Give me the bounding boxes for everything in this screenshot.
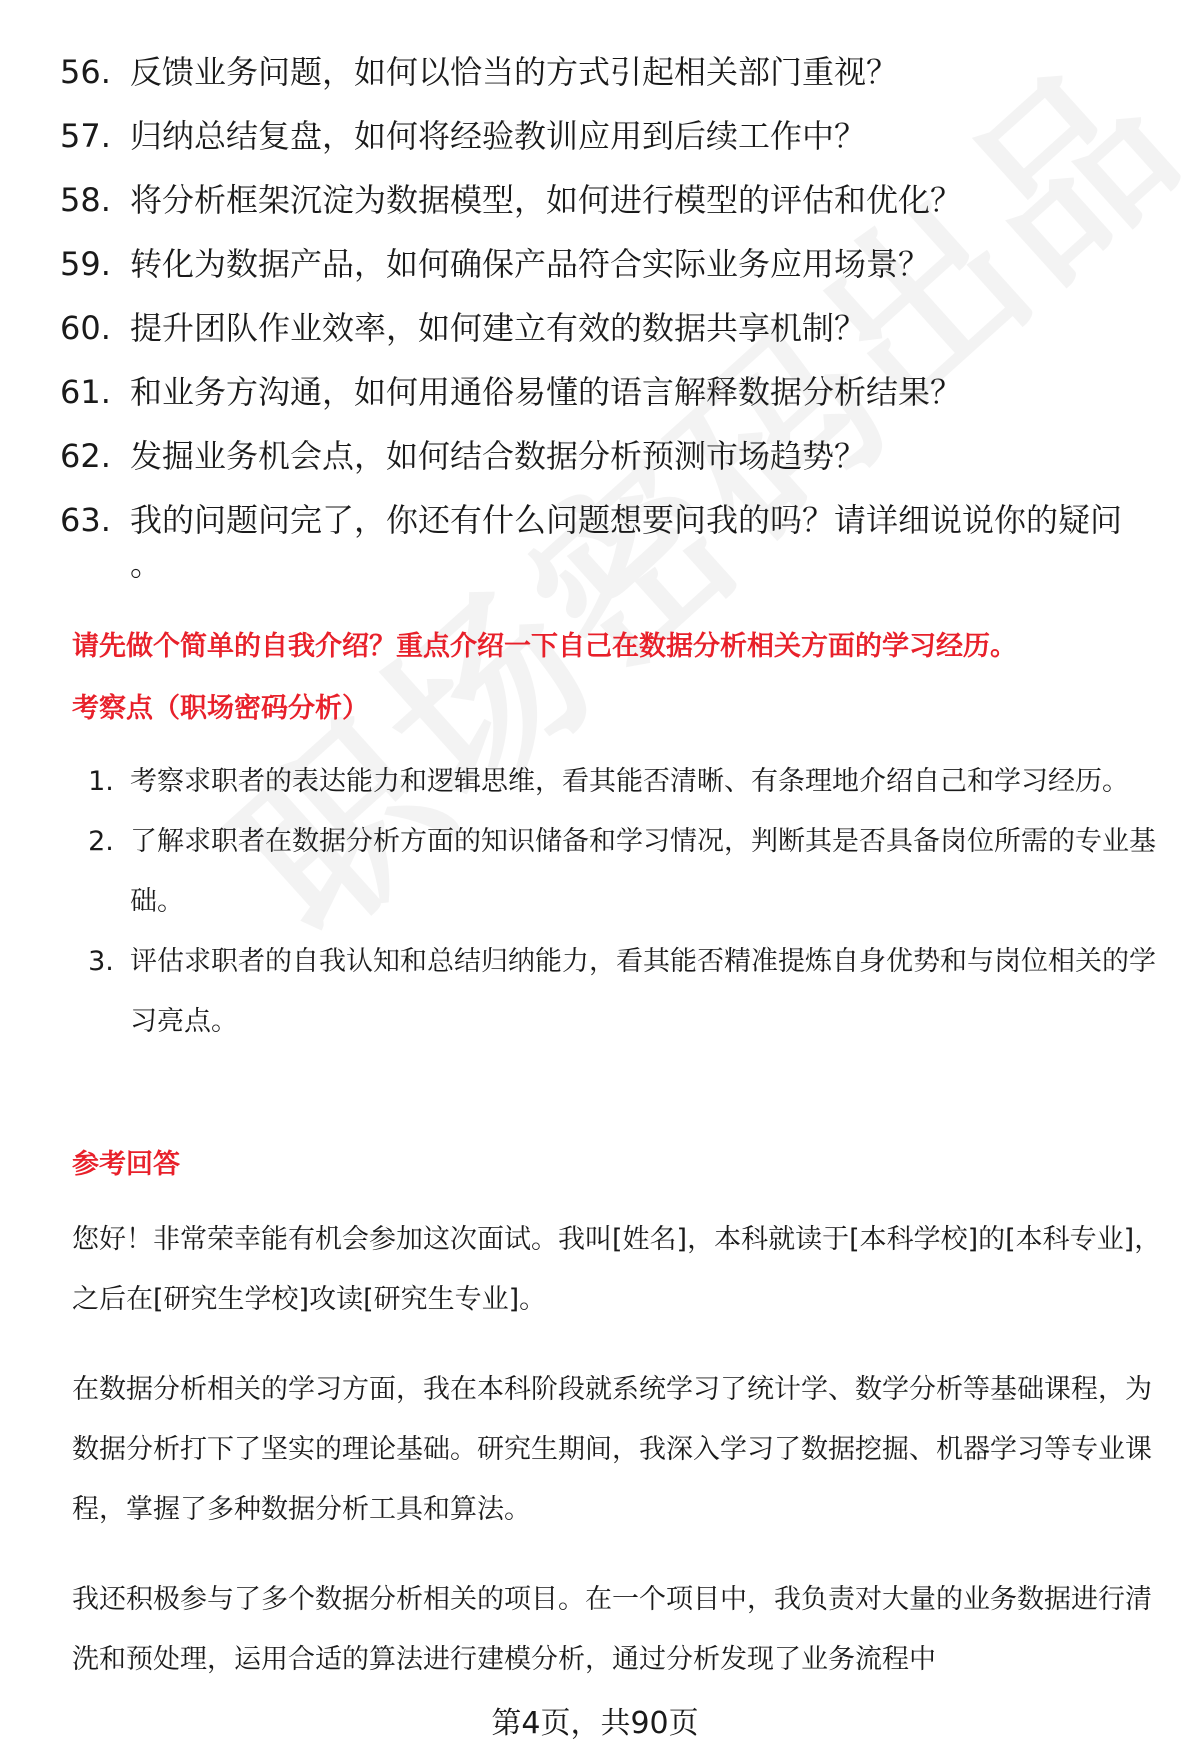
answer-paragraph: 我还积极参与了多个数据分析相关的项目。在一个项目中，我负责对大量的业务数据进行清洗和预处理，运用合适的算法进行建模分析，通过分析发现了业务流程中 — [72, 1584, 1152, 1675]
question-item — [60, 178, 1160, 222]
point-number: 3. — [88, 946, 114, 977]
question-number: 60. — [60, 309, 111, 347]
answer-paragraph: 在数据分析相关的学习方面，我在本科阶段就系统学习了统计学、数学分析等基础课程，为数据分析打下了坚实的理论基础。研究生期间，我深入学习了数据挖掘、机器学习等专业课程，掌握了多种数据分析工具和算法。 — [72, 1374, 1152, 1525]
question-text: 将分析框架沉淀为数据模型，如何进行模型的评估和优化？ — [130, 181, 963, 219]
point-item — [72, 932, 1162, 1052]
section-question-heading: 请先做个简单的自我介绍？重点介绍一下自己在数据分析相关方面的学习经历。 — [72, 631, 1017, 662]
question-number: 59. — [60, 245, 111, 283]
question-item — [60, 50, 1160, 94]
question-list — [60, 50, 1160, 606]
answer-paragraph: 您好！非常荣幸能有机会参加这次面试。我叫[姓名]，本科就读于[本科学校]的[本科专业]，之后在[研究生学校]攻读[研究生专业]。 — [72, 1224, 1162, 1315]
point-text: 了解求职者在数据分析方面的知识储备和学习情况，判断其是否具备岗位所需的专业基础。 — [130, 826, 1156, 917]
question-text: 转化为数据产品，如何确保产品符合实际业务应用场景？ — [130, 245, 931, 283]
question-text: 反馈业务问题，如何以恰当的方式引起相关部门重视？ — [130, 53, 899, 91]
question-text: 和业务方沟通，如何用通俗易懂的语言解释数据分析结果？ — [130, 373, 963, 411]
question-number: 61. — [60, 373, 111, 411]
points-heading: 考察点（职场密码分析） — [72, 693, 369, 724]
question-item — [60, 242, 1160, 286]
answer-heading: 参考回答 — [72, 1149, 180, 1180]
question-number: 56. — [60, 53, 111, 91]
question-number: 58. — [60, 181, 111, 219]
question-item — [60, 114, 1160, 158]
point-item — [72, 752, 1162, 812]
points-list — [72, 752, 1162, 1052]
question-number: 62. — [60, 437, 111, 475]
point-number: 2. — [88, 826, 114, 857]
point-text: 评估求职者的自我认知和总结归纳能力，看其能否精准提炼自身优势和与岗位相关的学习亮点。 — [130, 946, 1156, 1037]
question-item — [60, 370, 1160, 414]
page-footer: 第4页，共90页 — [491, 1706, 699, 1741]
question-text: 发掘业务机会点，如何结合数据分析预测市场趋势？ — [130, 437, 867, 475]
answer-body — [72, 1210, 1164, 1720]
question-text: 归纳总结复盘，如何将经验教训应用到后续工作中？ — [130, 117, 867, 155]
question-text: 提升团队作业效率，如何建立有效的数据共享机制？ — [130, 309, 867, 347]
question-item — [60, 434, 1160, 478]
question-text: 我的问题问完了，你还有什么问题想要问我的吗？请详细说说你的疑问 。 — [130, 501, 1123, 583]
point-number: 1. — [88, 766, 114, 797]
point-text: 考察求职者的表达能力和逻辑思维，看其能否清晰、有条理地介绍自己和学习经历。 — [130, 766, 1129, 797]
question-number: 57. — [60, 117, 111, 155]
question-item — [60, 498, 1160, 586]
question-number: 63. — [60, 501, 111, 539]
question-item — [60, 306, 1160, 350]
point-item — [72, 812, 1162, 932]
